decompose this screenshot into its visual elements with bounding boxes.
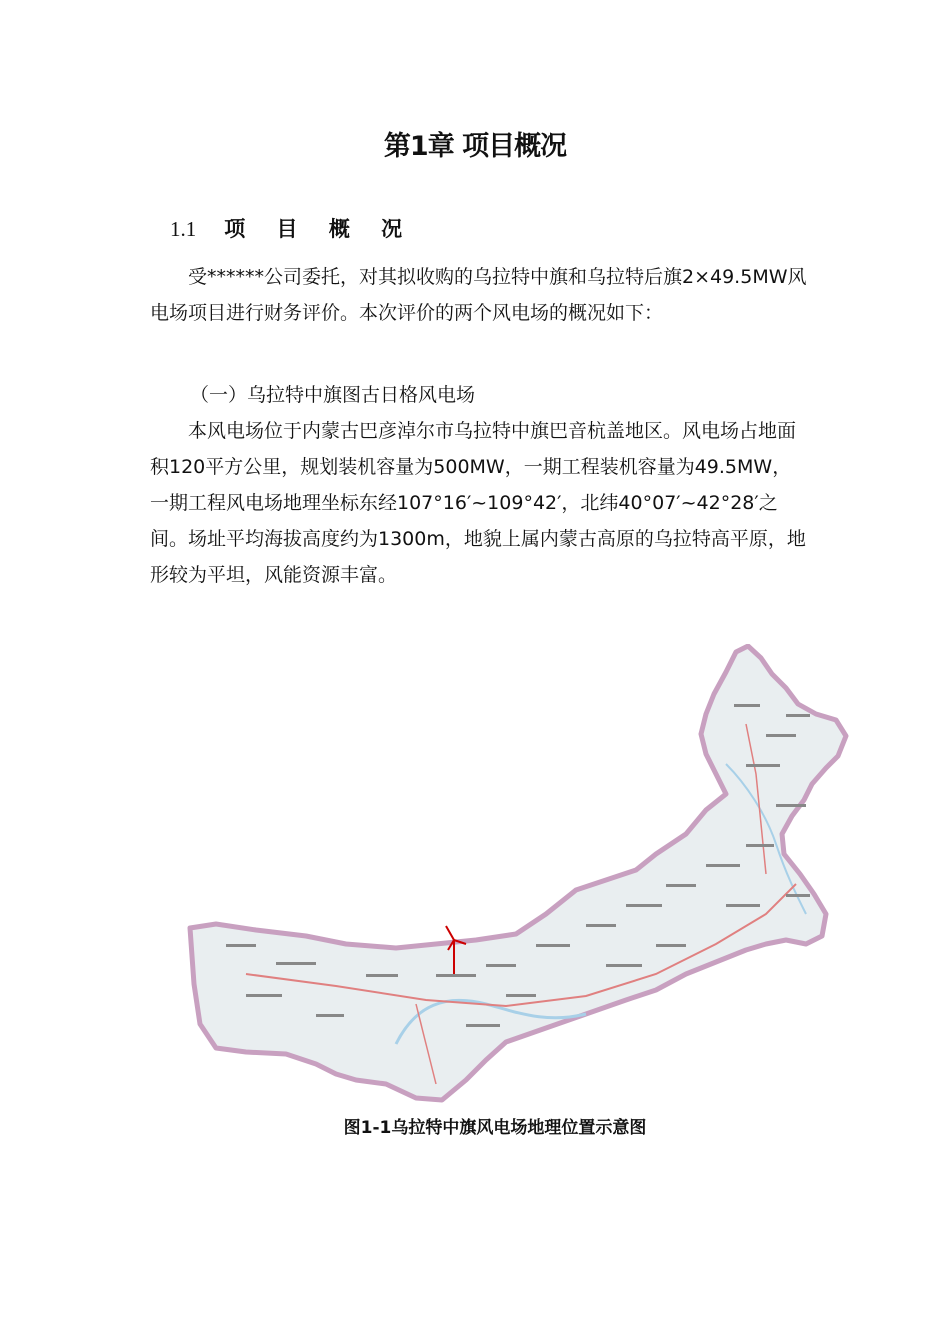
section-title: 项 目 概 况 [224, 217, 415, 241]
figure-caption: 图1-1乌拉特中旗风电场地理位置示意图 [343, 1118, 647, 1138]
intro-paragraph: 受******公司委托，对其拟收购的乌拉特中旗和乌拉特后旗2×49.5MW风电场项目进行财务评价。本次评价的两个风电场的概况如下： [150, 266, 807, 324]
section-heading [170, 213, 414, 243]
map-region [190, 646, 846, 1100]
chapter-title: 第1章 项目概况 [383, 131, 567, 162]
detail-paragraph: 本风电场位于内蒙古巴彦淖尔市乌拉特中旗巴音杭盖地区。风电场占地面积120平方公里，规划装机容量为500MW，一期工程装机容量为49.5MW，一期工程风电场地理坐标东经107°16′~109°42′，北纬40°07′~42°28′之间。场址平均海拔高度约为1300m，地貌上属内蒙古高原的乌拉特高平原，地形较为平坦，风能资源丰富。 [150, 420, 806, 586]
location-map [186, 644, 850, 1104]
inner-mongolia-map [186, 644, 850, 1104]
section-number: 1.1 [170, 217, 197, 241]
subheading-paragraph: （一）乌拉特中旗图古日格风电场 [190, 384, 476, 406]
